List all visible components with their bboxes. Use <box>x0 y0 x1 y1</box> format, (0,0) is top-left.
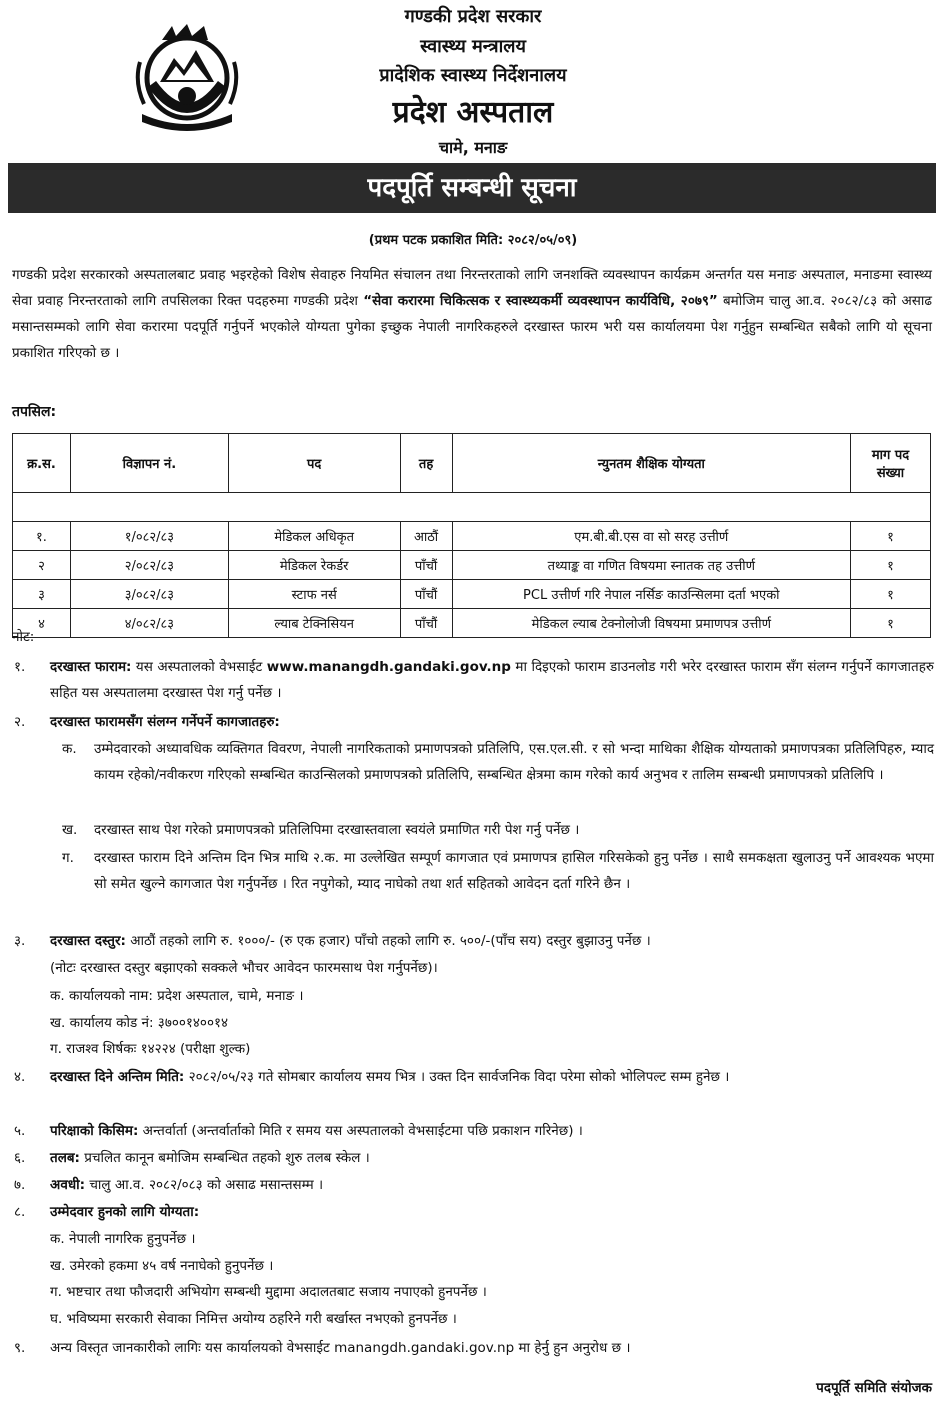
note-8-number: ८. <box>14 1204 26 1220</box>
cell-qualification: PCL उत्तीर्ण गरि नेपाल नर्सिङ काउन्सिलमा दर्ता भएको <box>452 580 851 609</box>
note-2-ka-label: क. <box>62 741 77 757</box>
header-post: पद <box>228 434 400 493</box>
cell-count: १ <box>851 522 931 551</box>
cell-qualification: तथ्याङ्क वा गणित विषयमा स्नातक तह उत्तीर्ण <box>452 551 851 580</box>
note-2-ka-text: उम्मेदवारको अध्यावधिक व्यक्तिगत विवरण, नेपाली नागरिकताको प्रमाणपत्रको प्रतिलिपि, एस.एल.सी. र सो भन्दा माथिका शैक्षिक योग्यताको प्रमाणपत्रका प्रतिलिपिहरु, म्याद कायम रहेको/नवीकरण गरिएको सम्बन्धित काउन्सिलको प्रमाणपत्रको प्रतिलिपि, सम्बन्धित क्षेत्रमा काम गरेको कार्य अनुभव र तालिम सम्बन्धी प्रमाणपत्रको प्रतिलिपि । <box>94 741 934 783</box>
note-8-ka: क. नेपाली नागरिक हुनुपर्नेछ । <box>50 1231 196 1247</box>
signature: पदपूर्ति समिति संयोजक <box>816 1380 932 1396</box>
header-level: तह <box>400 434 452 493</box>
cell-qualification: एम.बी.बी.एस वा सो सरह उत्तीर्ण <box>452 522 851 551</box>
cell-post: ल्याब टेक्निसियन <box>228 609 400 638</box>
note-2-ga-label: ग. <box>62 850 74 866</box>
notice-banner: पदपूर्ति सम्बन्धी सूचना <box>8 163 936 213</box>
note-4-number: ४. <box>14 1069 26 1085</box>
note-3-ka: क. कार्यालयको नाम: प्रदेश अस्पताल, चामे, मनाङ । <box>50 988 304 1004</box>
note-3-fee-text: आठौं तहको लागि रु. १०००/- (रु एक हजार) पाँचो तहको लागि रु. ५००/-(पाँच सय) दस्तुर बुझाउनु पर्नेछ । <box>125 933 651 949</box>
cell-level: पाँचौं <box>400 609 452 638</box>
note-3-line2: (नोटः दरखास्त दस्तुर बझाएको सक्कले भौचर आवेदन फारमसाथ पेश गर्नुपर्नेछ)। <box>50 960 438 976</box>
ministry-title: स्वास्थ्य मन्त्रालय <box>420 36 526 57</box>
intro-part2: बमोजिम चालु आ.व. २०८२/८३ को असाढ मसान्तसम्मको लागि सेवा करारमा पदपूर्ति गर्नुपर्ने भएकोले योग्यता पुगेका इच्छुक नेपाली नागरिकहरुले दरखास्त फारम भरी यस कार्यालयमा पेश गर्नुहुन सम्बन्धित सबैको लागि यो सूचना प्रकाशित गरिएको छ । <box>12 293 933 361</box>
note-3-number: ३. <box>14 933 26 949</box>
intro-part1: गण्डकी प्रदेश सरकारको अस्पतालबाट प्रवाह भइरहेको विशेष सेवाहरु नियमित संचालन तथा निरन्तरताको लागि जनशक्ति व्यवस्थापन कार्यक्रम अन्तर्गत यस मनाङ अस्पताल, मनाङमा स्वास्थ्य सेवा प्रवाह निरन्तरताको लागि तपसिलका रिक्त पदहरुमा गण्डकी प्रदेश <box>12 267 932 309</box>
note-6-number: ६. <box>14 1150 26 1166</box>
cell-adv: ३/०८२/८३ <box>70 580 228 609</box>
cell-adv: २/०८२/८३ <box>70 551 228 580</box>
cell-post: मेडिकल अधिकृत <box>228 522 400 551</box>
cell-qualification: मेडिकल ल्याब टेक्नोलोजी विषयमा प्रमाणपत्र उत्तीर्ण <box>452 609 851 638</box>
header-count-line2: संख्या <box>876 466 905 481</box>
note-1-text-b: मा दिइएको फाराम डाउनलोड गरी भरेर दरखास्त फाराम सँग संलग्न गर्नुपर्ने कागजातहरु सहित यस अस्पतालमा दरखास्त पेश गर्नु पर्नेछ । <box>50 659 934 701</box>
directorate-title: प्रादेशिक स्वास्थ्य निर्देशनालय <box>379 65 567 86</box>
cell-sn: २ <box>13 551 71 580</box>
note-6-salary-text: प्रचलित कानून बमोजिम सम्बन्धित तहको शुरु तलब स्केल । <box>79 1150 370 1166</box>
note-3-ga: ग. राजश्व शिर्षकः १४२२४ (परीक्षा शुल्क) <box>50 1041 251 1057</box>
note-5-exam-text: अन्तर्वार्ता (अन्तर्वार्ताको मिति र समय यस अस्पतालको वेभसाईटमा पछि प्रकाशन गरिनेछ) । <box>138 1123 583 1139</box>
publish-date: (प्रथम पटक प्रकाशित मिति: २०८२/०५/०९) <box>368 233 578 248</box>
note-1-title: दरखास्त फाराम: <box>50 659 132 675</box>
table-row <box>13 522 931 551</box>
table-row <box>13 580 931 609</box>
note-3-title: दरखास्त दस्तुर: <box>50 933 126 949</box>
header-count-line1: माग पद <box>871 448 910 463</box>
posts-table <box>12 433 931 638</box>
note-5-text <box>50 1118 934 1144</box>
header-sn: क्र.स. <box>13 434 71 493</box>
nepal-emblem-icon <box>132 22 242 134</box>
cell-count: १ <box>851 580 931 609</box>
note-8-ga: ग. भष्टचार तथा फौजदारी अभियोग सम्बन्धी मुद्दामा अदालतबाट सजाय नपाएको हुनपर्नेछ । <box>50 1284 487 1300</box>
table-header-row <box>13 434 931 493</box>
note-6-title: तलब: <box>50 1150 80 1166</box>
cell-adv: १/०८२/८३ <box>70 522 228 551</box>
note-4-title: दरखास्त दिने अन्तिम मिति: <box>50 1069 185 1085</box>
header-qualification: न्युनतम शैक्षिक योग्यता <box>452 434 851 493</box>
note-9-number: ९. <box>14 1340 26 1356</box>
note-6-text <box>50 1145 934 1171</box>
note-4-text <box>50 1064 934 1090</box>
note-9-text: अन्य विस्तृत जानकारीको लागिः यस कार्यालयको वेभसाईट manangdh.gandaki.gov.np मा हेर्नु हुन अनुरोध छ । <box>50 1340 631 1356</box>
table-row <box>13 609 931 638</box>
table-row <box>13 551 931 580</box>
notes-label: नोट: <box>12 629 35 645</box>
tapsil-label: तपसिल: <box>12 404 57 420</box>
cell-count: १ <box>851 551 931 580</box>
note-8-gha: घ. भविष्यमा सरकारी सेवाका निमित्त अयोग्य ठहरिने गरी बर्खास्त नभएको हुनपर्नेछ । <box>50 1311 457 1327</box>
govt-title: गण्डकी प्रदेश सरकार <box>404 6 542 27</box>
note-4-deadline-text: २०८२/०५/२३ गते सोमबार कार्यालय समय भित्र । उक्त दिन सार्वजनिक विदा परेमा सोको भोलिपल्ट सम्म हुनेछ । <box>184 1069 730 1085</box>
hospital-title: प्रदेश अस्पताल <box>392 95 554 130</box>
note-5-number: ५. <box>14 1123 26 1139</box>
hospital-location: चामे, मनाङ <box>438 138 508 157</box>
note-7-title: अवधी: <box>50 1177 86 1193</box>
note-1-text-a: यस अस्पतालको वेभसाईट <box>131 659 267 675</box>
note-1-number: १. <box>14 659 26 675</box>
intro-paragraph <box>12 262 932 366</box>
header-adv: विज्ञापन नं. <box>70 434 228 493</box>
header-count <box>851 434 931 493</box>
cell-level: पाँचौं <box>400 551 452 580</box>
cell-adv: ४/०८२/८३ <box>70 609 228 638</box>
cell-sn: ३ <box>13 580 71 609</box>
note-3-kha: ख. कार्यालय कोड नं: ३७००१४००१४ <box>50 1015 229 1031</box>
intro-procedure-title: “सेवा करारमा चिकित्सक र स्वास्थ्यकर्मी व्यवस्थापन कार्यविधि, २०७९” <box>363 293 718 309</box>
note-8-title: उम्मेदवार हुनको लागि योग्यता: <box>50 1204 200 1220</box>
note-2-ga-text: दरखास्त फाराम दिने अन्तिम दिन भित्र माथि २.क. मा उल्लेखित सम्पूर्ण कागजात एवं प्रमाणपत्र हासिल गरिसकेको हुनु पर्नेछ । साथै समकक्षता खुलाउनु पर्ने आवश्यक भएमा सो समेत खुल्ने कागजात पेश गर्नुपर्नेछ । रित नपुगेको, म्याद नाघेको तथा शर्त सहितको आवेदन दर्ता गरिने छैन । <box>94 850 934 892</box>
note-5-title: परिक्षाको किसिम: <box>50 1123 139 1139</box>
cell-level: पाँचौं <box>400 580 452 609</box>
note-7-text <box>50 1172 934 1198</box>
note-1-text <box>50 654 934 706</box>
note-2-number: २. <box>14 714 26 730</box>
note-2-title: दरखास्त फारामसँग संलग्न गर्नेपर्ने कागजातहरु: <box>50 714 280 730</box>
note-2-kha-text: दरखास्त साथ पेश गरेको प्रमाणपत्रको प्रतिलिपिमा दरखास्तवाला स्वयंले प्रमाणित गरी पेश गर्नु पर्नेछ । <box>94 822 580 838</box>
note-3-text <box>50 928 934 954</box>
cell-post: स्टाफ नर्स <box>228 580 400 609</box>
note-2-kha-label: ख. <box>62 822 78 838</box>
cell-level: आठौं <box>400 522 452 551</box>
cell-sn: ४ <box>13 609 71 638</box>
note-7-number: ७. <box>14 1177 26 1193</box>
cell-count: १ <box>851 609 931 638</box>
cell-post: मेडिकल रेकर्डर <box>228 551 400 580</box>
cell-sn: १. <box>13 522 71 551</box>
note-7-duration-text: चालु आ.व. २०८२/०८३ को असाढ मसान्तसम्म । <box>85 1177 324 1193</box>
note-8-kha: ख. उमेरको हकमा ४५ वर्ष ननाघेको हुनुपर्नेछ । <box>50 1258 274 1274</box>
table-spacer <box>13 493 931 522</box>
hospital-website-link[interactable]: www.manangdh.gandaki.gov.np <box>266 659 511 675</box>
